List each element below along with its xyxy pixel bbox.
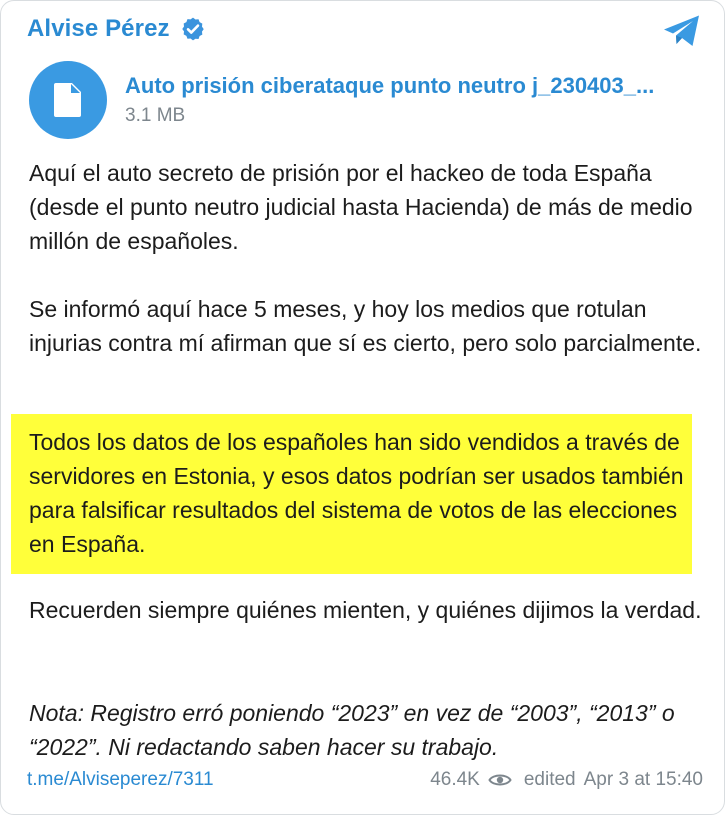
file-size: 3.1 MB xyxy=(125,105,186,126)
message-footer xyxy=(27,769,703,791)
file-name[interactable]: Auto prisión ciberataque punto neutro j_230403_... xyxy=(125,73,655,98)
message-header xyxy=(27,15,206,43)
edited-label: edited xyxy=(523,769,576,790)
author-name[interactable]: Alvise Pérez xyxy=(27,15,170,42)
file-info xyxy=(125,73,705,127)
eye-icon xyxy=(488,772,512,788)
message-paragraph-2: Se informó aquí hace 5 meses, y hoy los medios que rotulan injurias contra mí afirman que sí es cierto, pero solo parcialmente. xyxy=(29,296,702,356)
view-count: 46.4K xyxy=(430,769,480,790)
message-note: Nota: Registro erró poniendo “2023” en vez de “2003”, “2013” o “2022”. Ni redactando saben hacer su trabajo. xyxy=(29,700,675,760)
message-paragraph-4: Recuerden siempre quiénes mienten, y quiénes dijimos la verdad. xyxy=(29,597,702,623)
message-paragraph-1: Aquí el auto secreto de prisión por el hackeo de toda España (desde el punto neutro judicial hasta Hacienda) de más de medio millón de españoles. xyxy=(29,160,693,254)
message-paragraph-highlighted: Todos los datos de los españoles han sido vendidos a través de servidores en Estonia, y esos datos podrían ser usados también para falsificar resultados del sistema de votos de las elecciones en España. xyxy=(29,429,684,557)
telegram-share-icon[interactable] xyxy=(662,13,702,49)
post-link[interactable]: t.me/Alviseperez/7311 xyxy=(27,769,214,790)
timestamp: Apr 3 at 15:40 xyxy=(583,769,703,790)
file-icon-circle[interactable] xyxy=(29,61,107,139)
document-icon xyxy=(53,82,83,118)
verified-badge-icon xyxy=(180,16,206,42)
message-meta xyxy=(430,769,703,791)
file-attachment[interactable] xyxy=(29,61,705,139)
